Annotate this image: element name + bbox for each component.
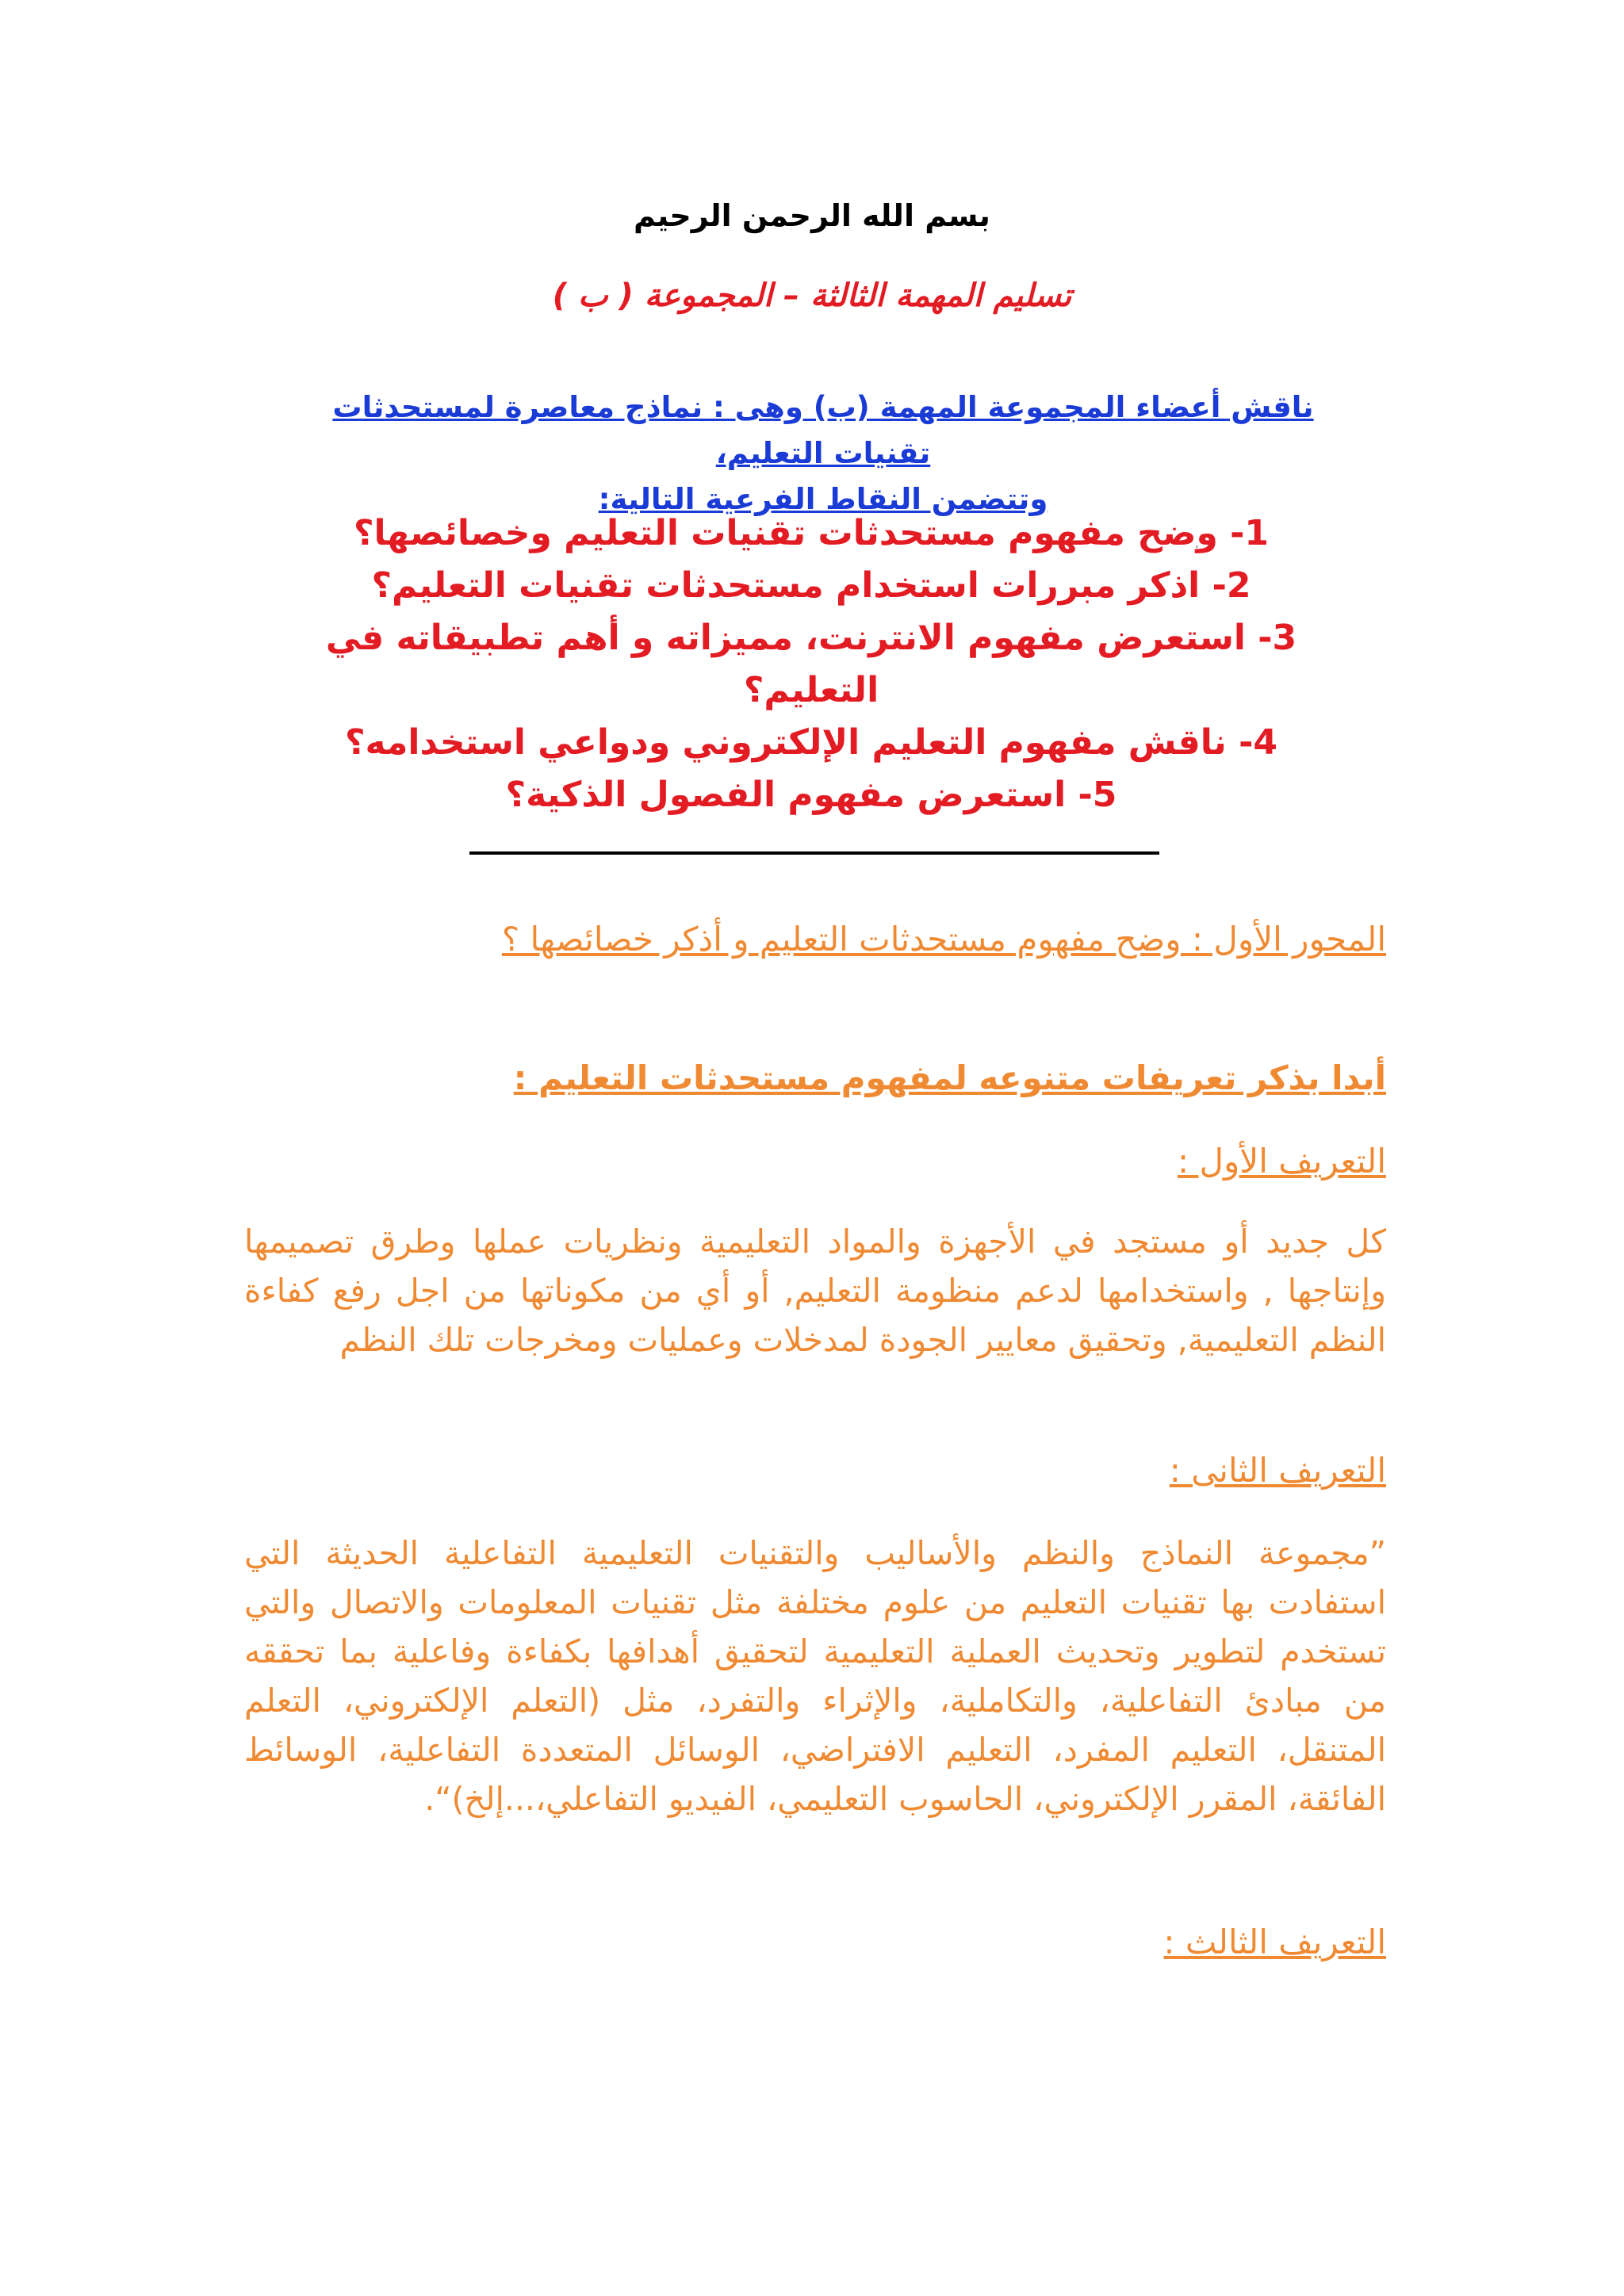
definition-2-text: ”مجموعة النماذج والنظم والأساليب والتقنيات التعليمية التفاعلية الحديثة التي استفادت بها تقنيات التعليم من علوم مختلفة مثل تقنيات المعلومات والاتصال والتي تستخدم لتطوير وتحديث العملية التعليمية لتحقيق أهدافها بكفاءة وفاعلية بما تحققه من مبادئ التفاعلية، والتكاملية، والإثراء والتفرد، مثل (التعلم الإلكتروني، التعلم المتنقل، التعليم المفرد، التعليم الافتراضي، الوسائل المتعددة التفاعلية، الوسائط الفائقة، المقرر الإلكتروني، الحاسوب التعليمي، الفيديو التفاعلي،...إلخ)“.	[244, 1534, 1386, 1818]
basmala-heading: بسم الله الرحمن الرحيم	[634, 198, 990, 233]
question-item: 3- استعرض مفهوم الانترنت، مميزاته و أهم تطبيقاته في التعليم؟	[325, 618, 1297, 710]
axis-heading: المحور الأول : وضح مفهوم مستحدثات التعليم و أذكر خصائصها ؟	[501, 920, 1386, 959]
definition-1-text: كل جديد أو مستجد في الأجهزة والمواد التعليمية ونظريات عملها وطرق تصميمها وإنتاجها , واستخدامها لدعم منظومة التعليم, أو أي من مكوناتها من اجل رفع كفاءة النظم التعليمية, وتحقيق معايير الجودة لمدخلات وعمليات ومخرجات تلك النظم	[244, 1223, 1386, 1359]
definition-2-label: التعريف الثانى :	[1169, 1451, 1386, 1490]
section-divider	[469, 851, 1159, 855]
task-title: تسليم المهمة الثالثة – المجموعة ( ب )	[552, 277, 1072, 314]
questions-list	[316, 507, 1307, 821]
question-item: 4- ناقش مفهوم التعليم الإلكتروني ودواعي استخدامه؟	[344, 722, 1278, 763]
instruction-line-2: وتتضمن النقاط الفرعية التالية:	[598, 482, 1048, 516]
instruction-line-1: ناقش أعضاء المجموعة المهمة (ب) وهى : نماذج معاصرة لمستحدثات تقنيات التعليم،	[332, 390, 1314, 470]
question-item: 2- اذكر مبررات استخدام مستحدثات تقنيات التعليم؟	[371, 565, 1251, 606]
question-item: 5- استعرض مفهوم الفصول الذكية؟	[505, 775, 1117, 815]
instruction-text	[296, 385, 1350, 522]
definition-3-label: التعريف الثالث :	[1163, 1923, 1386, 1961]
definition-1-label: التعريف الأول :	[1177, 1142, 1386, 1181]
definitions-intro: أبدا بذكر تعريفات متنوعه لمفهوم مستحدثات التعليم :	[513, 1058, 1386, 1097]
question-item: 1- وضح مفهوم مستحدثات تقنيات التعليم وخصائصها؟	[353, 513, 1270, 553]
